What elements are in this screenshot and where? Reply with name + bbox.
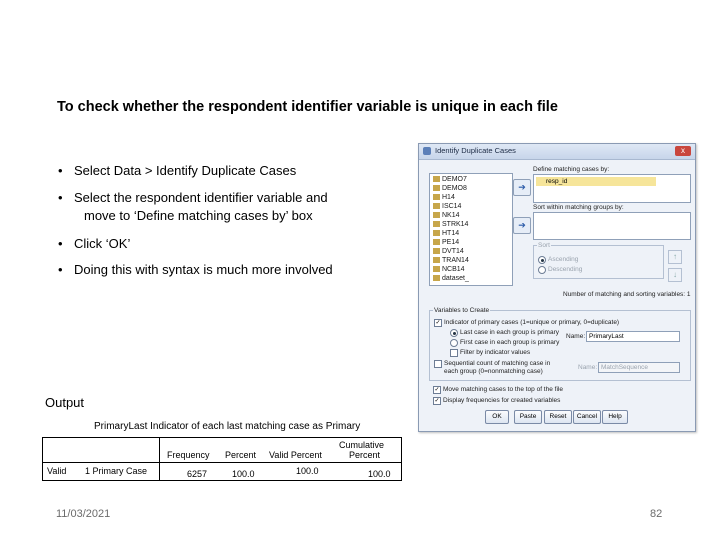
row-label-valid: Valid	[47, 466, 67, 476]
matching-cases-list[interactable]	[533, 174, 691, 203]
indicator-label: Indicator of primary cases (1=unique or primary, 0=duplicate)	[444, 319, 620, 326]
variable-icon	[433, 257, 440, 263]
move-to-matching-button[interactable]: ➔	[513, 179, 531, 196]
variable-icon	[433, 266, 440, 272]
ascending-label: Ascending	[548, 256, 579, 263]
indicator-checkbox[interactable]: ✓	[435, 320, 441, 326]
variables-to-create-group	[429, 307, 691, 381]
list-item[interactable]: dataset_	[433, 275, 469, 282]
header-cumulative-percent: Percent	[349, 450, 381, 460]
cell-percent: 100.0	[232, 469, 255, 479]
bullet-item: • Click ‘OK’	[58, 236, 131, 251]
display-freq-checkbox[interactable]: ✓	[434, 398, 440, 404]
list-item[interactable]: H14	[433, 194, 455, 201]
define-matching-label: Define matching cases by:	[533, 166, 610, 173]
list-item[interactable]: NCB14	[433, 266, 465, 273]
variable-list[interactable]	[429, 173, 513, 286]
cell-cumulative: 100.0	[368, 469, 391, 479]
bullet-item-continuation: move to ‘Define matching cases by’ box	[84, 208, 313, 223]
ascending-radio[interactable]	[538, 256, 546, 264]
matching-variable-selected[interactable]: resp_id	[536, 177, 656, 186]
table-label-divider	[159, 438, 160, 480]
output-table	[42, 437, 402, 481]
reset-button[interactable]: Reset	[544, 410, 572, 424]
bullet-dot: •	[58, 262, 63, 277]
ok-button[interactable]: OK	[485, 410, 509, 424]
filter-checkbox[interactable]	[450, 349, 458, 357]
slide-heading: To check whether the respondent identifier variable is unique in each file	[57, 99, 558, 115]
filter-label: Filter by indicator values	[460, 349, 531, 356]
variable-icon	[433, 248, 440, 254]
last-case-radio[interactable]	[450, 329, 458, 337]
list-item[interactable]: STRK14	[433, 221, 468, 228]
row-label-category: 1 Primary Case	[85, 466, 148, 476]
descending-radio[interactable]	[538, 266, 546, 274]
list-item[interactable]: PE14	[433, 239, 459, 246]
sequential-label: Sequential count of matching case in	[444, 360, 551, 367]
name-label: Name:	[566, 333, 586, 340]
page-number: 82	[650, 508, 663, 520]
bullet-dot: •	[58, 163, 63, 178]
table-header-divider	[43, 462, 401, 463]
list-item[interactable]: HT14	[433, 230, 459, 237]
move-to-sort-button[interactable]: ➔	[513, 217, 531, 234]
output-label: Output	[45, 395, 85, 410]
list-item[interactable]: DEMO8	[433, 185, 467, 192]
header-valid-percent: Valid Percent	[269, 450, 322, 460]
bullet-item: • Select Data > Identify Duplicate Cases	[58, 163, 297, 178]
list-item[interactable]: ISC14	[433, 203, 461, 210]
bullet-item: • Doing this with syntax is much more involved	[58, 262, 333, 277]
identify-duplicate-cases-dialog	[418, 143, 696, 432]
list-item[interactable]: DEMO7	[433, 176, 467, 183]
variable-icon	[433, 275, 440, 281]
move-top-checkbox[interactable]: ✓	[434, 387, 440, 393]
move-up-icon[interactable]: ↑	[668, 250, 682, 264]
bullet-dot: •	[58, 236, 63, 251]
bullet-item: • Select the respondent identifier variable and	[58, 190, 328, 205]
variable-icon	[433, 212, 440, 218]
sequential-label-line2: each group (0=nonmatching case)	[444, 368, 543, 375]
variable-icon	[433, 221, 440, 227]
last-case-label: Last case in each group is primary	[460, 329, 559, 336]
count-label: Number of matching and sorting variables: 1	[563, 291, 691, 298]
display-freq-label: Display frequencies for created variables	[443, 397, 561, 404]
list-item[interactable]: DVT14	[433, 248, 464, 255]
dialog-titlebar[interactable]	[419, 144, 695, 160]
first-case-label: First case in each group is primary	[460, 339, 560, 346]
first-case-radio[interactable]	[450, 339, 458, 347]
variable-icon	[433, 194, 440, 200]
variable-icon	[433, 239, 440, 245]
close-icon[interactable]: x	[675, 146, 691, 156]
sort-group-label: Sort	[538, 242, 550, 249]
bullet-dot: •	[58, 190, 63, 205]
move-down-icon[interactable]: ↓	[668, 268, 682, 282]
dialog-title: Identify Duplicate Cases	[435, 146, 516, 155]
app-icon	[423, 147, 431, 155]
sort-within-list[interactable]	[533, 212, 691, 240]
primary-name-input[interactable]: PrimaryLast	[586, 331, 680, 342]
sequence-name-input[interactable]: MatchSequence	[598, 362, 680, 373]
header-percent: Percent	[225, 450, 257, 460]
sequential-checkbox[interactable]	[434, 360, 442, 368]
variable-icon	[433, 203, 440, 209]
footer-date: 11/03/2021	[56, 508, 111, 520]
cancel-button[interactable]: Cancel	[573, 410, 601, 424]
sort-group	[533, 242, 664, 279]
help-button[interactable]: Help	[602, 410, 628, 424]
cell-frequency: 6257	[187, 469, 208, 479]
list-item[interactable]: TRAN14	[433, 257, 469, 264]
sort-within-label: Sort within matching groups by:	[533, 204, 624, 211]
paste-button[interactable]: Paste	[514, 410, 542, 424]
header-frequency: Frequency	[167, 450, 210, 460]
header-cumulative: Cumulative	[339, 440, 385, 450]
descending-label: Descending	[548, 266, 583, 273]
move-top-label: Move matching cases to the top of the file	[443, 386, 563, 393]
variable-icon	[433, 185, 440, 191]
output-table-title: PrimaryLast Indicator of each last matching case as Primary	[94, 421, 361, 432]
variable-icon	[433, 176, 440, 182]
name2-label: Name:	[578, 364, 598, 371]
variable-icon	[433, 230, 440, 236]
variables-to-create-label: Variables to Create	[434, 307, 490, 314]
list-item[interactable]: NK14	[433, 212, 460, 219]
cell-valid-percent: 100.0	[296, 466, 319, 476]
